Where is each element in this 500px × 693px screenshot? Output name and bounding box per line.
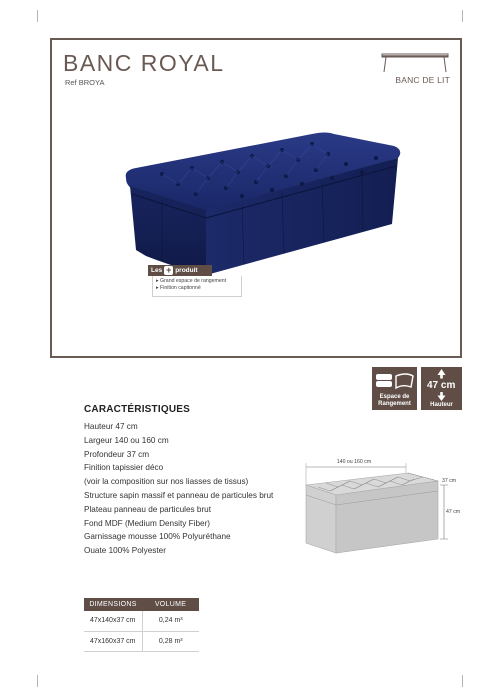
spec-line: Ouate 100% Polyester [84, 546, 166, 556]
spec-line: Fond MDF (Medium Density Fiber) [84, 518, 211, 528]
category-label: BANC DE LIT [395, 75, 450, 85]
table-cell: 47x160x37 cm [84, 631, 142, 651]
table-cell: 0,24 m³ [142, 611, 199, 631]
table-header-volume: VOLUME [142, 598, 199, 611]
width-dimension-label: 140 ou 160 cm [336, 459, 372, 465]
storage-label-line1: Espace de [379, 394, 410, 400]
list-item: ▸ Finition capitonné [156, 285, 201, 291]
height-value: 47 cm [427, 380, 456, 391]
product-frame [50, 38, 462, 358]
spec-line: (voir la composition sur nos liasses de tissus) [84, 477, 249, 487]
bench-image [122, 128, 412, 278]
les-plus-header [148, 265, 212, 276]
storage-feature-badge [372, 367, 417, 410]
spec-line: Hauteur 47 cm [84, 422, 138, 431]
table-cell: 0,28 m³ [142, 631, 199, 651]
height-feature-badge [421, 367, 462, 410]
pillow-storage-icon [372, 370, 417, 394]
product-title: BANC ROYAL [63, 50, 225, 76]
product-ref: Ref BROYA [65, 78, 105, 87]
height-dimension-label: 47 cm [446, 509, 461, 515]
table-header-row [84, 598, 199, 611]
dimension-diagram [296, 455, 466, 567]
les-plus-produit-callout [148, 265, 246, 299]
crop-mark [462, 675, 463, 687]
produit-label: produit [175, 267, 198, 274]
table-row [84, 611, 199, 631]
crop-mark [462, 10, 463, 22]
les-plus-label: Les [151, 267, 163, 274]
crop-mark [37, 675, 38, 687]
plus-icon: + [166, 265, 172, 275]
height-label: Hauteur [430, 402, 453, 408]
dimensions-table [84, 598, 199, 652]
spec-line: Structure sapin massif et panneau de particules brut [84, 490, 274, 500]
characteristics-section [84, 404, 273, 558]
spec-line: Largeur 140 ou 160 cm [84, 435, 169, 445]
depth-dimension-label: 37 cm [442, 478, 457, 484]
bench-outline-icon [376, 48, 450, 74]
spec-line: Profondeur 37 cm [84, 449, 150, 459]
list-item: ▸ Grand espace de rangement [156, 278, 227, 284]
table-row [84, 631, 199, 651]
spec-line: Finition tapissier déco [84, 463, 164, 473]
characteristics-title: CARACTÉRISTIQUES [84, 404, 190, 415]
spec-line: Plateau panneau de particules brut [84, 504, 211, 514]
spec-line: Garnissage mousse 100% Polyuréthane [84, 532, 231, 542]
les-plus-list [152, 276, 242, 297]
storage-label-line2: Rangement [378, 400, 411, 407]
crop-mark [37, 10, 38, 22]
table-cell: 47x140x37 cm [84, 611, 142, 631]
table-header-dimensions: DIMENSIONS [84, 598, 142, 611]
category-badge [376, 48, 450, 86]
